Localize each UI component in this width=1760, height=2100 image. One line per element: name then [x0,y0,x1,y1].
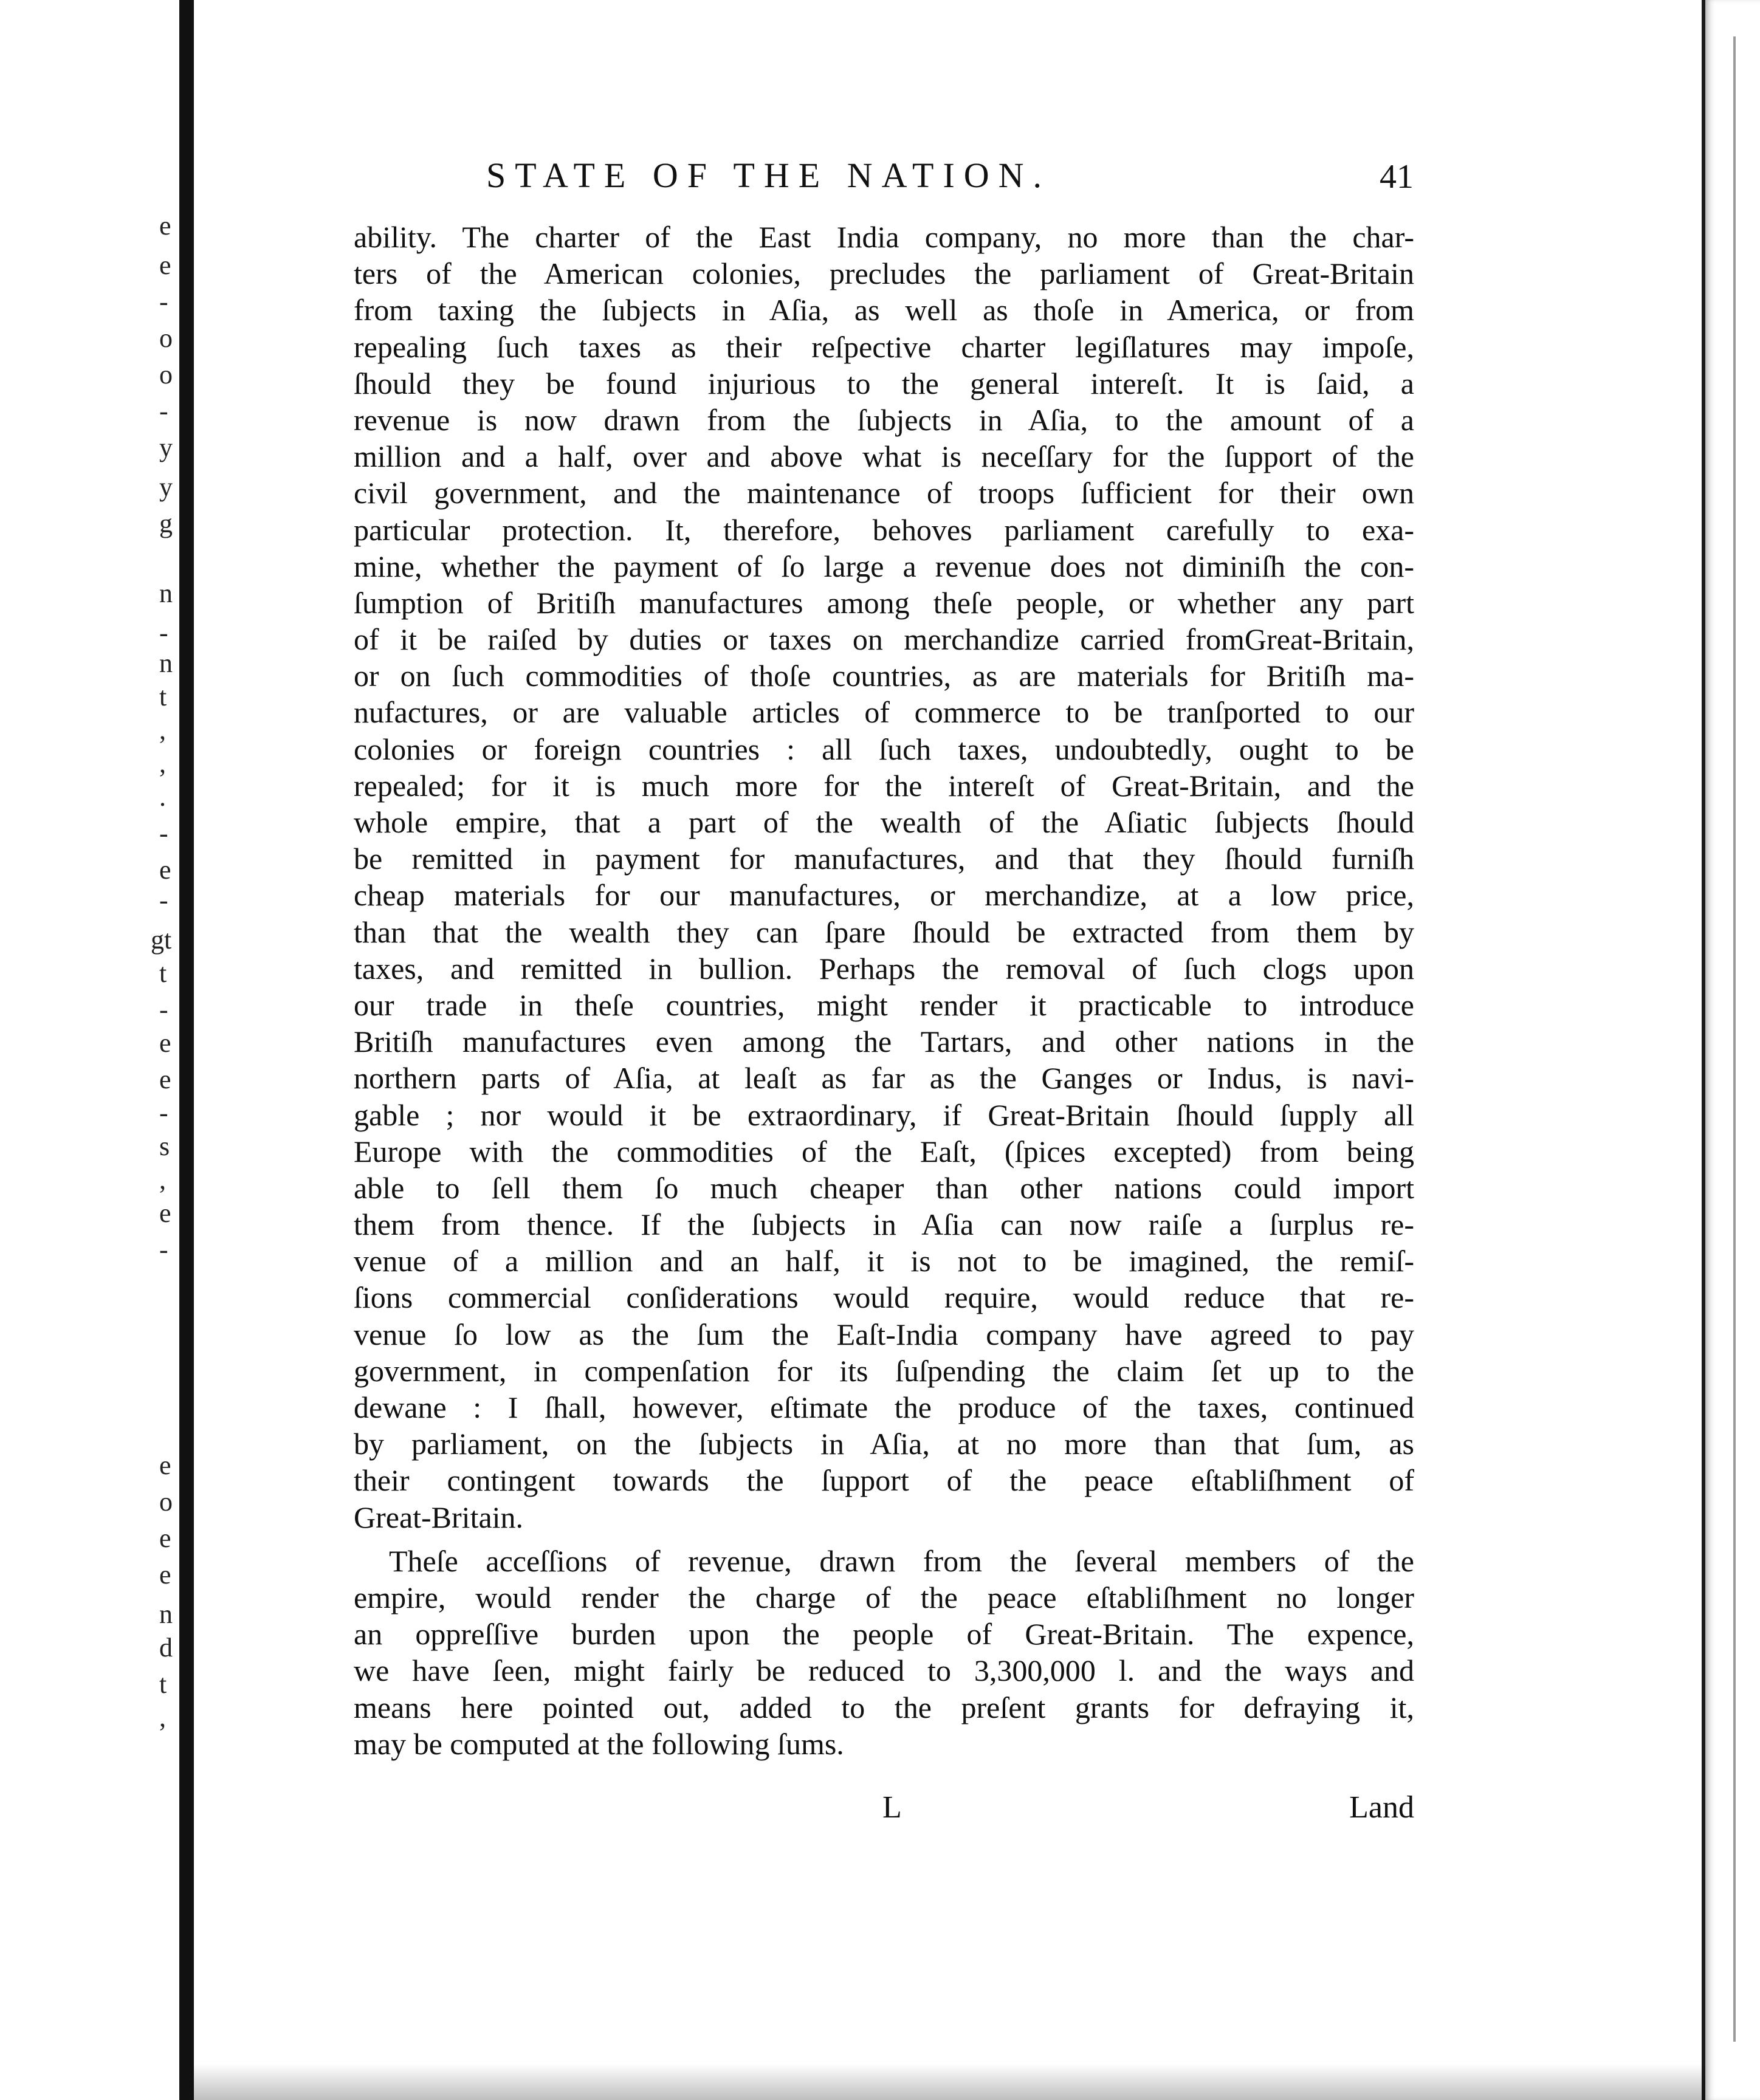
text-line: revenue is now drawn from the ſubjects in Aſia, to the amount of a [354,402,1414,437]
margin-fragment: - [159,885,168,915]
page-shadow [194,2064,1705,2100]
margin-fragment: - [159,287,168,317]
page-header [486,155,1434,197]
margin-fragment: , [159,715,166,745]
catchword: Land [1349,1790,1414,1825]
margin-fragment: - [159,396,168,426]
text-line: be remitted in payment for manufactures, and that they ſhould furniſh [354,842,1414,876]
margin-fragment: , [159,1703,166,1732]
margin-fragment: - [159,818,168,848]
text-line: venue of a million and an half, it is not to be imagined, the remiſ- [354,1244,1414,1278]
binding-gutter [179,0,194,2100]
text-line: or on ſuch commodities of thoſe countries, as are materials for Britiſh ma- [354,659,1414,693]
text-line: mine, whether the payment of ſo large a revenue does not diminiſh the con- [354,549,1414,583]
text-line: Theſe acceſſions of revenue, drawn from the ſeveral members of the [389,1543,1414,1578]
text-line: gable ; nor would it be extraordinary, if Great-Britain ſhould ſupply all [354,1097,1414,1132]
margin-fragment: o [159,323,173,353]
text-line: ability. The charter of the East India company, no more than the char- [354,220,1414,254]
text-line: of it be raiſed by duties or taxes on merchandize carried fromGreat-Britain, [354,622,1414,657]
facing-page-fragments [0,0,179,2100]
margin-fragment: e [159,1450,171,1480]
margin-fragment: e [159,211,171,241]
text-line: nufactures, or are valuable articles of commerce to be tranſported to our [354,695,1414,730]
margin-fragment: - [159,1235,168,1264]
margin-fragment: e [159,1198,171,1228]
margin-fragment: n [159,648,173,678]
margin-fragment: t [159,682,167,712]
text-line: cheap materials for our manufactures, or merchandize, at a low price, [354,878,1414,913]
margin-fragment: e [159,1065,171,1094]
text-line: we have ſeen, might fairly be reduced to 3,300,000 l. and the ways and [354,1653,1414,1688]
text-line: from taxing the ſubjects in Aſia, as well as thoſe in America, or from [354,293,1414,328]
text-line: Britiſh manufactures even among the Tartars, and other nations in the [354,1024,1414,1059]
text-line: whole empire, that a part of the wealth of the Aſiatic ſubjects ſhould [354,805,1414,839]
text-line: able to ſell them ſo much cheaper than other nations could import [354,1170,1414,1205]
text-line: repealed; for it is much more for the intereſt of Great-Britain, and the [354,768,1414,803]
text-line: Great-Britain. [354,1500,524,1534]
text-line: ſumption of Britiſh manufactures among theſe people, or whether any part [354,585,1414,620]
margin-fragment: , [159,1165,166,1195]
text-line: ſions commercial conſiderations would require, would reduce that re- [354,1280,1414,1315]
paragraph-1 [354,219,1414,1536]
margin-fragment: n [159,578,173,608]
margin-fragment: y [159,472,173,502]
text-line: civil government, and the maintenance of troops ſufficient for their own [354,476,1414,510]
text-line: our trade in theſe countries, might render it practicable to introduce [354,987,1414,1022]
body-text [354,219,1414,1762]
text-line: an oppreſſive burden upon the people of Great-Britain. The expence, [354,1617,1414,1652]
page-edge [1702,0,1760,2100]
margin-fragment: - [159,1098,168,1128]
margin-fragment: . [159,782,166,812]
margin-fragment: e [159,250,171,280]
text-line: by parliament, on the ſubjects in Aſia, at no more than that ſum, as [354,1427,1414,1461]
margin-fragment: e [159,855,171,885]
text-line: venue ſo low as the ſum the Eaſt-India company have agreed to pay [354,1317,1414,1351]
text-line: means here pointed out, added to the preſent grants for defraying it, [354,1690,1414,1724]
text-line: than that the wealth they can ſpare ſhould be extracted from them by [354,914,1414,949]
text-line: repealing ſuch taxes as their reſpective charter legiſlatures may impoſe, [354,329,1414,364]
text-line: taxes, and remitted in bullion. Perhaps the removal of ſuch clogs upon [354,951,1414,986]
margin-fragment: o [159,360,173,389]
text-line: million and a half, over and above what is neceſſary for the ſupport of the [354,439,1414,474]
text-line: ſhould they be found injurious to the general intereſt. It is ſaid, a [354,366,1414,400]
margin-fragment: n [159,1599,173,1629]
margin-fragment: t [159,958,167,988]
text-line: them from thence. If the ſubjects in Aſia can now raiſe a ſurplus re- [354,1207,1414,1242]
text-line: northern parts of Aſia, at leaſt as far as the Ganges or Indus, is navi- [354,1061,1414,1096]
margin-fragment: e [159,1523,171,1553]
margin-fragment: y [159,433,173,462]
paragraph-2 [354,1543,1414,1762]
margin-fragment: , [159,749,166,778]
text-line: dewane : I ſhall, however, eſtimate the produce of the taxes, continued [354,1390,1414,1424]
margin-fragment: e [159,1028,171,1058]
margin-fragment: - [159,618,168,648]
text-line: ters of the American colonies, precludes the parliament of Great-Britain [354,256,1414,291]
page-number: 41 [1380,158,1414,196]
margin-fragment: d [159,1633,173,1662]
margin-fragment: s [159,1131,170,1161]
margin-fragment: t [159,1669,167,1699]
text-line: empire, would render the charge of the peace eſtabliſhment no longer [354,1580,1414,1614]
margin-fragment: - [159,995,168,1024]
running-head: STATE OF THE NATION. [486,156,1051,195]
text-line: their contingent towards the ſupport of the peace eſtabliſhment of [354,1463,1414,1498]
margin-fragment: o [159,1487,173,1517]
text-line: Europe with the commodities of the Eaſt, (ſpices excepted) from being [354,1134,1414,1168]
text-line: particular protection. It, therefore, behoves parliament carefully to exa- [354,512,1414,547]
text-line: government, in compenſation for its ſuſpending the claim ſet up to the [354,1353,1414,1388]
margin-fragment: gt [151,925,172,955]
text-line: colonies or foreign countries : all ſuch taxes, undoubtedly, ought to be [354,732,1414,766]
margin-fragment: g [159,509,173,538]
signature-mark: L [882,1790,902,1825]
page-footer [354,1789,1414,1832]
text-line: may be computed at the following ſums. [354,1726,844,1761]
margin-fragment: e [159,1560,171,1590]
